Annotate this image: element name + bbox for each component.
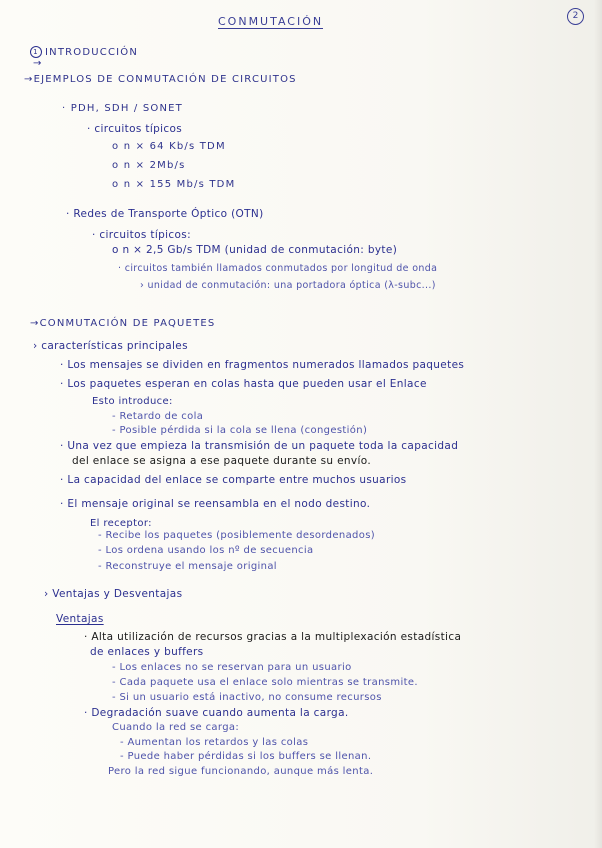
receiver-label: El receptor: (90, 518, 152, 529)
otn-title: · Redes de Transporte Óptico (OTN) (66, 208, 264, 220)
advantage-2-line-b: Cuando la red se carga: (112, 722, 240, 733)
section-intro-heading (30, 46, 138, 58)
feature-line-2: · Los paquetes esperan en colas hasta que pueden usar el Enlace (60, 378, 427, 390)
otn-item-3: › unidad de conmutación: una portadora óptica (λ-subc...) (140, 280, 436, 291)
packet-switching-heading: →CONMUTACIÓN DE PAQUETES (30, 318, 216, 329)
advantage-1-line-a: · Alta utilización de recursos gracias a la multiplexación estadística (84, 631, 462, 643)
page-title: CONMUTACIÓN (218, 15, 324, 28)
feature-line-6: · Una vez que empieza la transmisión de un paquete toda la capacidad (60, 440, 459, 452)
feature-line-4: - Retardo de cola (112, 411, 204, 422)
pdh-item-3: o n × 155 Mb/s TDM (112, 179, 236, 190)
advantage-1-line-b: de enlaces y buffers (90, 646, 204, 658)
pdh-item-2: o n × 2Mb/s (112, 160, 186, 171)
pdh-title: · PDH, SDH / SONET (62, 103, 183, 114)
advantage-1-item-1: - Los enlaces no se reservan para un usuario (112, 662, 352, 673)
page-edge-shadow (594, 0, 602, 848)
features-label: › características principales (33, 340, 188, 352)
pdh-item-1: o n × 64 Kb/s TDM (112, 141, 226, 152)
arrow-icon: → (33, 58, 42, 69)
otn-item-2: · circuitos también llamados conmutados por longitud de onda (118, 263, 438, 274)
section-intro-title: INTRODUCCIÓN (45, 47, 139, 58)
otn-circuits-label: · circuitos típicos: (92, 229, 191, 241)
advantage-1-item-2: - Cada paquete usa el enlace solo mientras se transmite. (112, 677, 418, 688)
circuit-examples-heading: →EJEMPLOS DE CONMUTACIÓN DE CIRCUITOS (24, 74, 297, 85)
feature-line-1: · Los mensajes se dividen en fragmentos numerados llamados paquetes (60, 359, 465, 371)
feature-line-5: - Posible pérdida si la cola se llena (congestión) (112, 425, 368, 436)
receiver-item-2: - Los ordena usando los nº de secuencia (98, 545, 314, 556)
advantage-2-line-a: · Degradación suave cuando aumenta la carga. (84, 707, 349, 719)
advantage-2-item-1: - Aumentan los retardos y las colas (120, 737, 309, 748)
advantages-label: Ventajas (56, 613, 104, 625)
advantage-2-line-c: Pero la red sigue funcionando, aunque más lenta. (108, 766, 374, 777)
feature-line-7: del enlace se asigna a ese paquete durante su envío. (72, 455, 372, 467)
feature-line-9: · El mensaje original se reensambla en el nodo destino. (60, 498, 371, 510)
receiver-item-3: - Reconstruye el mensaje original (98, 561, 277, 572)
pdh-circuits-label: · circuitos típicos (87, 123, 183, 135)
advantage-1-item-3: - Si un usuario está inactivo, no consume recursos (112, 692, 382, 703)
pros-cons-heading: › Ventajas y Desventajas (44, 588, 183, 600)
otn-item-1: o n × 2,5 Gb/s TDM (unidad de conmutación: byte) (112, 244, 398, 256)
section-number: 1 (30, 46, 42, 58)
receiver-item-1: - Recibe los paquetes (posiblemente desordenados) (98, 530, 376, 541)
feature-line-8: · La capacidad del enlace se comparte entre muchos usuarios (60, 474, 407, 486)
page-number: 2 (567, 8, 584, 25)
advantage-2-item-2: - Puede haber pérdidas si los buffers se llenan. (120, 751, 372, 762)
feature-line-3: Esto introduce: (92, 396, 173, 407)
